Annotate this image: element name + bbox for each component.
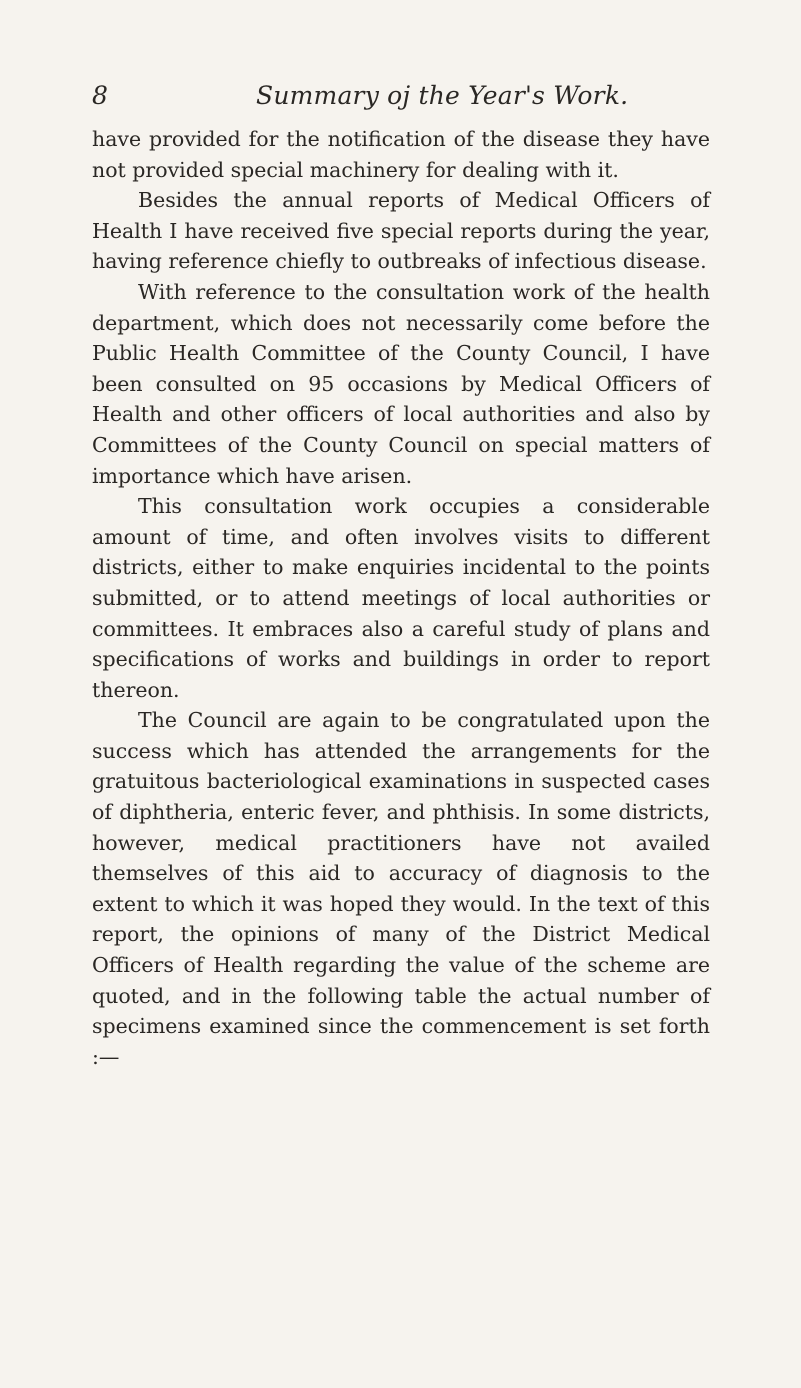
paragraph-special-reports: Besides the annual reports of Medical Officers of Health I have received five special reports during the year, having reference chiefly to outbreaks of infectious disease. [92,188,710,274]
body-text [92,124,710,1072]
page-number: 8 [92,81,108,110]
paragraph-continuation: have provided for the notification of the disease they have not provided special machinery for dealing with it. [92,127,710,182]
running-head-title: Summary oj the Year's Work. [256,81,629,110]
paragraph-consultation-work: With reference to the consultation work of the health department, which does not necessarily come before the Public Health Committee of the County Council, I have been consulted on 95 occasions by Medical Officers of Health and other officers of local authorities and also by Committees of the County Council on special matters of importance which have arisen. [92,279,710,488]
page-header [0,76,801,116]
paragraph-bacteriological-examinations: The Council are again to be congratulated upon the success which has attended the arrangements for the gratuitous bacteriological examinations in suspected cases of diphtheria, enteric fever, and phthisis. In some districts, however, medical practitioners have not availed themselves of this aid to accuracy of diagnosis to the extent to which it was hoped they would. In the text of this report, the opinions of many of the District Medical Officers of Health regarding the value of the scheme are quoted, and in the following table the actual number of specimens examined since the commencement is set forth :— [92,708,710,1069]
paragraph-consultation-time: This consultation work occupies a considerable amount of time, and often involves visits to different districts, either to make enquiries incidental to the points submitted, or to attend meetings of local authorities or committees. It embraces also a careful study of plans and specifications of works and buildings in order to report thereon. [92,494,710,702]
